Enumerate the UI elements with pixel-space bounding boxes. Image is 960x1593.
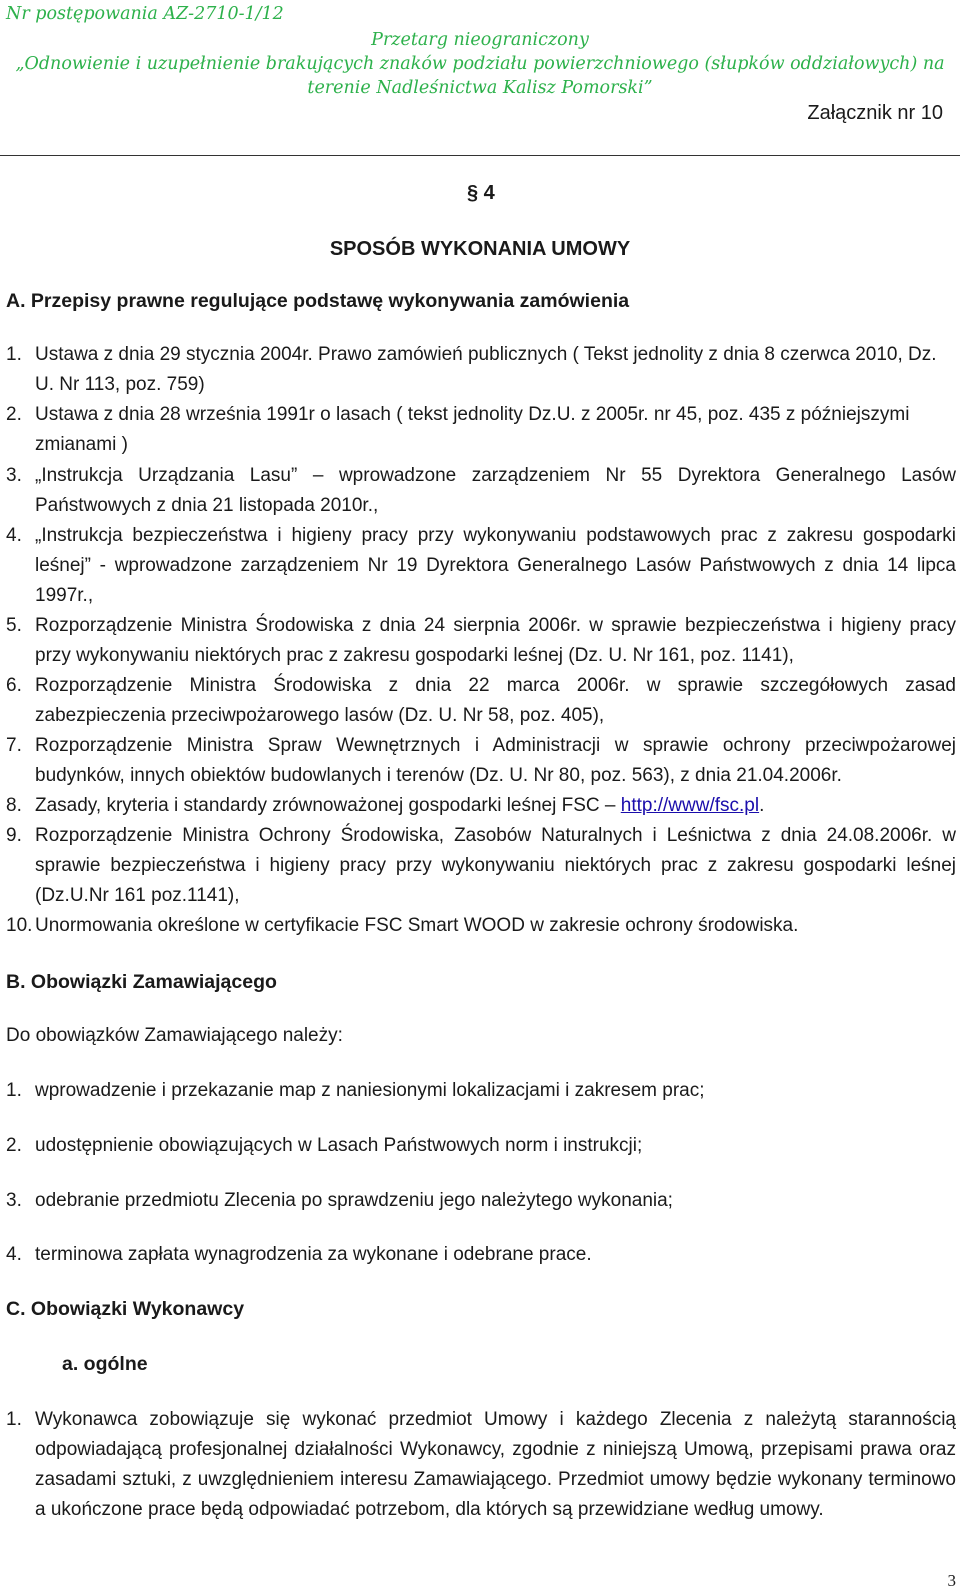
item-text: Wykonawca zobowiązuje się wykonać przedmiot Umowy i każdego Zlecenia z należytą starannością odpowiadającą profesjonalnej działalności Wykonawcy, zgodnie z niniejszą Umową, przepisami prawa oraz zasadami sztuki, z uwzględnieniem interesu Zamawiającego. Przedmiot umowy będzie wykonany terminowo a ukończone prace będą odpowiadać potrzebom, dla których są przewidziane według umowy. <box>35 1409 956 1520</box>
item-number: 1. <box>6 1080 22 1101</box>
item-number: 1. <box>6 1409 22 1430</box>
item-number: 3. <box>6 1190 22 1211</box>
annex-label: Załącznik nr 10 <box>807 102 943 124</box>
item-text: Unormowania określone w certyfikacie FSC Smart WOOD w zakresie ochrony środowiska. <box>35 915 799 936</box>
section-b-intro: Do obowiązków Zamawiającego należy: <box>6 1025 343 1046</box>
duty-item-3 <box>6 1186 956 1216</box>
duty-item-4 <box>6 1240 956 1270</box>
item-number: 10. <box>6 915 33 936</box>
item-number: 4. <box>6 1244 22 1265</box>
item-number: 7. <box>6 735 22 756</box>
legal-item-10 <box>6 911 956 941</box>
item-number: 4. <box>6 525 22 546</box>
item-number: 5. <box>6 615 22 636</box>
page-number: 3 <box>947 1571 956 1590</box>
duty-item-2 <box>6 1131 956 1161</box>
legal-item-2 <box>6 400 956 460</box>
duty-item-1 <box>6 1076 956 1106</box>
section-c-subheading: a. ogólne <box>62 1353 148 1375</box>
item-text: Rozporządzenie Ministra Spraw Wewnętrznych i Administracji w sprawie ochrony przeciwpożarowej budynków, innych obiektów budowlanych i terenów (Dz. U. Nr 80, poz. 563), z dnia 21.04.2006r. <box>35 735 956 786</box>
item-number: 8. <box>6 795 22 816</box>
header-divider <box>0 155 960 156</box>
legal-item-4 <box>6 521 956 611</box>
item-number: 2. <box>6 1135 22 1156</box>
item-text: odebranie przedmiotu Zlecenia po sprawdzeniu jego należytego wykonania; <box>35 1190 673 1211</box>
item-text: wprowadzenie i przekazanie map z naniesionymi lokalizacjami i zakresem prac; <box>35 1080 705 1101</box>
section-a-heading: A. Przepisy prawne regulujące podstawę wykonywania zamówienia <box>6 290 630 312</box>
item-number: 2. <box>6 404 22 425</box>
item-text-end: . <box>759 795 765 816</box>
legal-item-9 <box>6 821 956 911</box>
item-text: Rozporządzenie Ministra Ochrony Środowiska, Zasobów Naturalnych i Leśnictwa z dnia 24.08.2006r. w sprawie bezpieczeństwa i higieny pracy przy wykonywaniu niektórych prac z zakresu gospodarki leśnej (Dz.U.Nr 161 poz.1141), <box>35 825 956 906</box>
paragraph-sign: § 4 <box>467 182 495 204</box>
item-text: Rozporządzenie Ministra Środowiska z dnia 24 sierpnia 2006r. w sprawie bezpieczeństwa i higieny pracy przy wykonywaniu niektórych prac z zakresu gospodarki leśnej (Dz. U. Nr 161, poz. 1141), <box>35 615 956 666</box>
item-text: Rozporządzenie Ministra Środowiska z dnia 22 marca 2006r. w sprawie szczegółowych zasad zabezpieczenia przeciwpożarowego lasów (Dz. U. Nr 58, poz. 405), <box>35 675 956 726</box>
item-text: „Instrukcja bezpieczeństwa i higieny pracy przy wykonywaniu podstawowych prac z zakresu gospodarki leśnej” - wprowadzone zarządzeniem Nr 19 Dyrektora Generalnego Lasów Państwowych z dnia 14 lipca 1997r., <box>35 525 956 606</box>
item-number: 9. <box>6 825 22 846</box>
section-c-heading: C. Obowiązki Wykonawcy <box>6 1298 245 1320</box>
project-title-line2: terenie Nadleśnictwa Kalisz Pomorski” <box>307 78 653 98</box>
legal-item-8 <box>6 791 956 821</box>
item-text: „Instrukcja Urządzania Lasu” – wprowadzone zarządzeniem Nr 55 Dyrektora Generalnego Lasów Państwowych z dnia 21 listopada 2010r., <box>35 465 956 516</box>
legal-item-6 <box>6 671 956 731</box>
item-text: terminowa zapłata wynagrodzenia za wykonane i odebrane prace. <box>35 1244 592 1265</box>
item-number: 3. <box>6 465 22 486</box>
contractor-item-1 <box>6 1405 956 1525</box>
legal-item-7 <box>6 731 956 791</box>
item-text <box>35 791 956 821</box>
project-title-line1: „Odnowienie i uzupełnienie brakujących znaków podziału powierzchniowego (słupków oddziałowych) na <box>15 54 945 74</box>
section-b-heading: B. Obowiązki Zamawiającego <box>6 971 277 993</box>
item-text: Ustawa z dnia 28 września 1991r o lasach ( tekst jednolity Dz.U. z 2005r. nr 45, poz. 435 z późniejszymi zmianami ) <box>35 404 910 455</box>
fsc-link[interactable]: http://www/fsc.pl <box>620 795 760 816</box>
case-number: Nr postępowania AZ-2710-1/12 <box>6 4 284 24</box>
legal-item-3 <box>6 461 956 521</box>
item-text-start: Zasady, kryteria i standardy zrównoważonej gospodarki leśnej FSC – <box>35 795 621 816</box>
legal-item-5 <box>6 611 956 671</box>
item-text: Ustawa z dnia 29 stycznia 2004r. Prawo zamówień publicznych ( Tekst jednolity z dnia 8 czerwca 2010, Dz. U. Nr 113, poz. 759) <box>35 344 937 395</box>
legal-item-1 <box>6 340 956 400</box>
document-title: SPOSÓB WYKONANIA UMOWY <box>329 238 631 260</box>
tender-type: Przetarg nieograniczony <box>371 30 589 50</box>
item-text: udostępnienie obowiązujących w Lasach Państwowych norm i instrukcji; <box>35 1135 643 1156</box>
item-number: 6. <box>6 675 22 696</box>
item-number: 1. <box>6 344 22 365</box>
